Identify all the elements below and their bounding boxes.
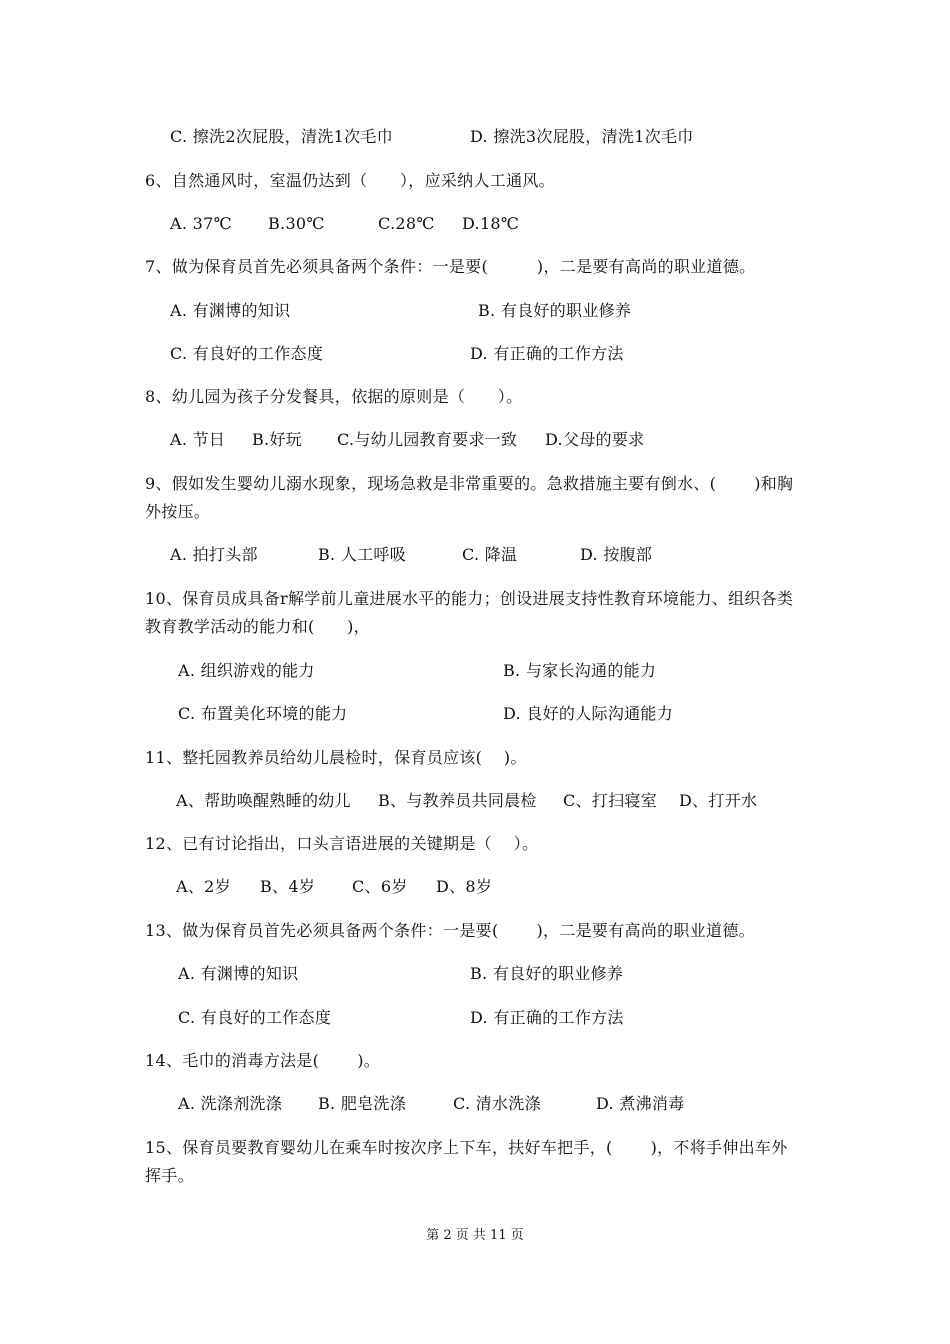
q7-option-a: A. 有渊博的知识: [170, 301, 291, 320]
question-15-line-1: 15、保育员要教育婴幼儿在乘车时按次序上下车，扶好车把手，( )，不将手伸出车外: [145, 1138, 788, 1157]
question-10-line-1: 10、保育员成具备r解学前儿童进展水平的能力；创设进展支持性教育环境能力、组织各类: [145, 589, 794, 608]
q6-option-d: D.18℃: [462, 214, 520, 233]
question-6: 6、自然通风时，室温仍达到（ ），应采纳人工通风。: [145, 171, 555, 190]
q8-option-a: A. 节日: [170, 430, 226, 449]
q10-option-b: B. 与家长沟通的能力: [503, 661, 657, 680]
q12-option-c: C、6岁: [352, 877, 408, 896]
q11-option-b: B、与教养员共同晨检: [378, 791, 537, 810]
q8-option-c: C.与幼儿园教育要求一致: [337, 430, 518, 449]
q13-option-b: B. 有良好的职业修养: [470, 964, 624, 983]
q12-option-d: D、8岁: [436, 877, 493, 896]
q6-option-b: B.30℃: [268, 214, 325, 233]
q10-option-d: D. 良好的人际沟通能力: [503, 704, 674, 723]
q14-option-d: D. 煮沸消毒: [596, 1094, 685, 1113]
question-11: 11、整托园教养员给幼儿晨检时，保育员应该( )。: [145, 748, 527, 767]
q14-option-a: A. 洗涤剂洗涤: [178, 1094, 283, 1113]
q11-option-d: D、打开水: [679, 791, 758, 810]
q14-option-b: B. 肥皂洗涤: [318, 1094, 407, 1113]
q9-option-b: B. 人工呼吸: [318, 545, 407, 564]
question-15-line-2: 挥手。: [145, 1166, 194, 1185]
question-10-line-2: 教育教学活动的能力和( )，: [145, 617, 370, 636]
q9-option-d: D. 按腹部: [580, 545, 653, 564]
q13-option-c: C. 有良好的工作态度: [178, 1008, 332, 1027]
page-number: 第 2 页 共 11 页: [426, 1228, 524, 1243]
q13-option-a: A. 有渊博的知识: [178, 964, 299, 983]
q10-option-c: C. 布置美化环境的能力: [178, 704, 348, 723]
question-9-line-2: 外按压。: [145, 502, 211, 521]
q8-option-d: D.父母的要求: [545, 430, 645, 449]
q7-option-d: D. 有正确的工作方法: [470, 344, 624, 363]
question-8: 8、幼儿园为孩子分发餐具，依据的原则是（ ）。: [145, 387, 523, 406]
q6-option-a: A. 37℃: [170, 214, 232, 233]
question-7: 7、做为保育员首先必须具备两个条件：一是要( )，二是要有高尚的职业道德。: [145, 257, 756, 276]
q11-option-c: C、打扫寝室: [563, 791, 658, 810]
q12-option-b: B、4岁: [260, 877, 316, 896]
question-14: 14、毛巾的消毒方法是( )。: [145, 1051, 381, 1070]
q7-option-b: B. 有良好的职业修养: [478, 301, 632, 320]
q7-option-c: C. 有良好的工作态度: [170, 344, 324, 363]
option-d: D. 擦洗3次屁股，清洗1次毛巾: [470, 127, 694, 146]
question-9-line-1: 9、假如发生婴幼儿溺水现象，现场急救是非常重要的。急救措施主要有倒水、( )和胸: [145, 474, 794, 493]
question-12: 12、已有讨论指出，口头言语进展的关键期是（ ）。: [145, 834, 539, 853]
q6-option-c: C.28℃: [378, 214, 435, 233]
q10-option-a: A. 组织游戏的能力: [178, 661, 315, 680]
q11-option-a: A、帮助唤醒熟睡的幼儿: [176, 791, 351, 810]
q9-option-a: A. 拍打头部: [170, 545, 258, 564]
q14-option-c: C. 清水洗涤: [453, 1094, 541, 1113]
q8-option-b: B.好玩: [252, 430, 303, 449]
q12-option-a: A、2岁: [176, 877, 231, 896]
option-c: C. 擦洗2次屁股，清洗1次毛巾: [170, 127, 394, 146]
q13-option-d: D. 有正确的工作方法: [470, 1008, 624, 1027]
q9-option-c: C. 降温: [462, 545, 518, 564]
question-13: 13、做为保育员首先必须具备两个条件：一是要( )，二是要有高尚的职业道德。: [145, 921, 755, 940]
